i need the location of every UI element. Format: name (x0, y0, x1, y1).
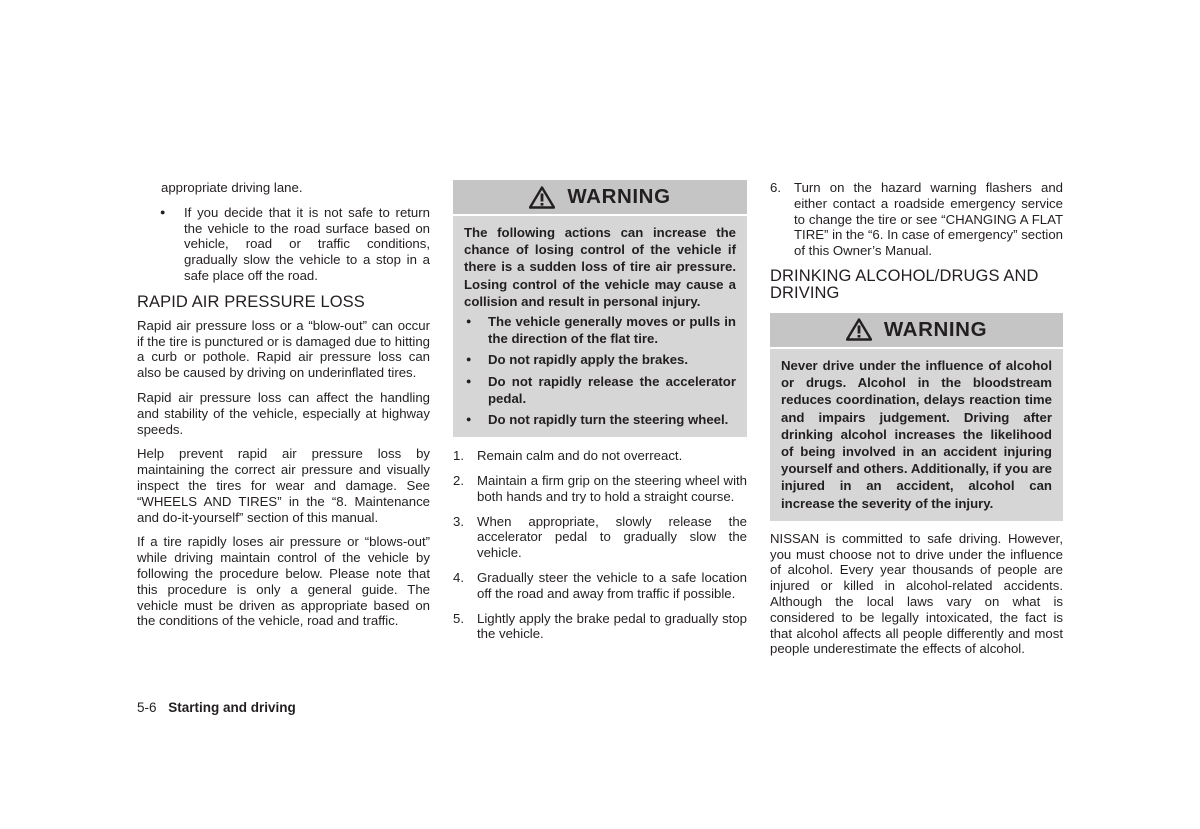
step-number: 2. (453, 473, 464, 489)
step-number: 6. (770, 180, 781, 195)
list-item (453, 570, 747, 602)
step-number: 5. (453, 610, 464, 626)
paragraph: If a tire rapidly loses air pressure or “blows-out” while driving maintain control of the vehicle by following the procedure below. Please note that this procedure is only a general guide. The vehicle must be driven as appropriate based on the conditions of the vehicle, road and traffic. (137, 534, 430, 629)
step-number: 3. (453, 513, 464, 529)
page-footer (137, 700, 296, 715)
step-text: When appropriate, slowly release the accelerator pedal to gradually slow the vehicle. (477, 513, 747, 561)
warning-body (770, 349, 1063, 521)
list-item (453, 611, 747, 643)
steps-list-continued (770, 180, 1063, 259)
list-item (464, 313, 736, 347)
step-text: Remain calm and do not overreact. (477, 448, 683, 464)
section-heading: RAPID AIR PRESSURE LOSS (137, 292, 365, 311)
list-item (464, 373, 736, 407)
warning-item-text: Do not rapidly turn the steering wheel. (488, 412, 729, 428)
warning-triangle-icon (529, 186, 555, 209)
warning-item-text: Do not rapidly release the accelerator pedal. (488, 373, 736, 406)
warning-item-text: Do not rapidly apply the brakes. (488, 352, 689, 368)
bullet-icon: ● (466, 316, 472, 327)
paragraph: NISSAN is committed to safe driving. However, you must choose not to drive under the influence of alcohol. Every year thousands of people are injured or killed in alcohol-related accidents. Although the local laws vary on what is considered to be legally intoxicated, the fact is that alcohol affects all people differently and most people underestimate the effects of alcohol. (770, 530, 1063, 657)
list-item (453, 448, 747, 464)
warning-header (453, 180, 747, 216)
step-number: 4. (453, 570, 464, 586)
warning-header (770, 313, 1063, 349)
bullet-text: If you decide that it is not safe to return the vehicle to the road surface based on vehicle, road or traffic conditions, gradually slow the vehicle to a stop in a safe place off the road. (184, 204, 430, 283)
bullet-icon: ● (160, 206, 166, 217)
warning-body (453, 216, 747, 437)
list-item (770, 180, 1063, 259)
paragraph: Rapid air pressure loss or a “blow-out” can occur if the tire is punctured or is damaged due to hitting a curb or pothole. Rapid air pressure loss can also be caused by driving on underinflated tires. (137, 317, 430, 381)
middle-column (453, 180, 747, 651)
section-name: Starting and driving (168, 700, 296, 715)
warning-list (464, 313, 736, 428)
step-text: Gradually steer the vehicle to a safe location off the road and away from traffic if possible. (477, 570, 747, 601)
warning-title: WARNING (883, 318, 988, 342)
warning-box (453, 180, 747, 437)
step-text: Maintain a firm grip on the steering wheel with both hands and try to hold a straight course. (477, 473, 747, 504)
warning-intro: The following actions can increase the chance of losing control of the vehicle if there is a sudden loss of tire air pressure. Losing control of the vehicle may cause a collision and result in personal injury. (464, 225, 736, 309)
step-text: Lightly apply the brake pedal to gradually stop the vehicle. (477, 610, 747, 642)
left-column (137, 180, 430, 638)
warning-triangle-icon (846, 318, 872, 341)
paragraph: Rapid air pressure loss can affect the handling and stability of the vehicle, especially at highway speeds. (137, 389, 430, 437)
warning-item-text: The vehicle generally moves or pulls in the direction of the flat tire. (488, 314, 736, 347)
page-number: 5-6 (137, 700, 157, 715)
step-number: 1. (453, 448, 464, 464)
right-column (770, 180, 1063, 666)
list-item (464, 411, 736, 428)
paragraph: Help prevent rapid air pressure loss by maintaining the correct air pressure and visually inspect the tires for wear and damage. See “WHEELS AND TIRES” in the “8. Maintenance and do-it-yourself” section of this manual. (137, 446, 430, 525)
warning-box (770, 313, 1063, 521)
section-heading: DRINKING ALCOHOL/DRUGS AND DRIVING (770, 266, 1039, 302)
bullet-icon: ● (466, 414, 472, 425)
list-item (453, 514, 747, 561)
list-item (464, 351, 736, 368)
bullet-icon: ● (466, 354, 472, 365)
steps-list (453, 448, 747, 642)
warning-title: WARNING (567, 185, 671, 209)
step-text: Turn on the hazard warning flashers and either contact a roadside emergency service to change the tire or see “CHANGING A FLAT TIRE” in the “6. In case of emergency” section of this Owner’s Manual. (794, 180, 1063, 259)
bullet-icon: ● (466, 375, 472, 386)
intro-text: appropriate driving lane. (161, 180, 303, 195)
warning-text: Never drive under the influence of alcohol or drugs. Alcohol in the bloodstream reduces coordination, delays reaction time and impairs judgement. Driving after drinking alcohol increases the likelihood of being involved in an accident injuring yourself and others. Additionally, if you are injured in an accident, alcohol can increase the severity of the injury. (781, 357, 1052, 511)
list-item (137, 205, 430, 284)
bullet-list (137, 205, 430, 284)
list-item (453, 473, 747, 505)
